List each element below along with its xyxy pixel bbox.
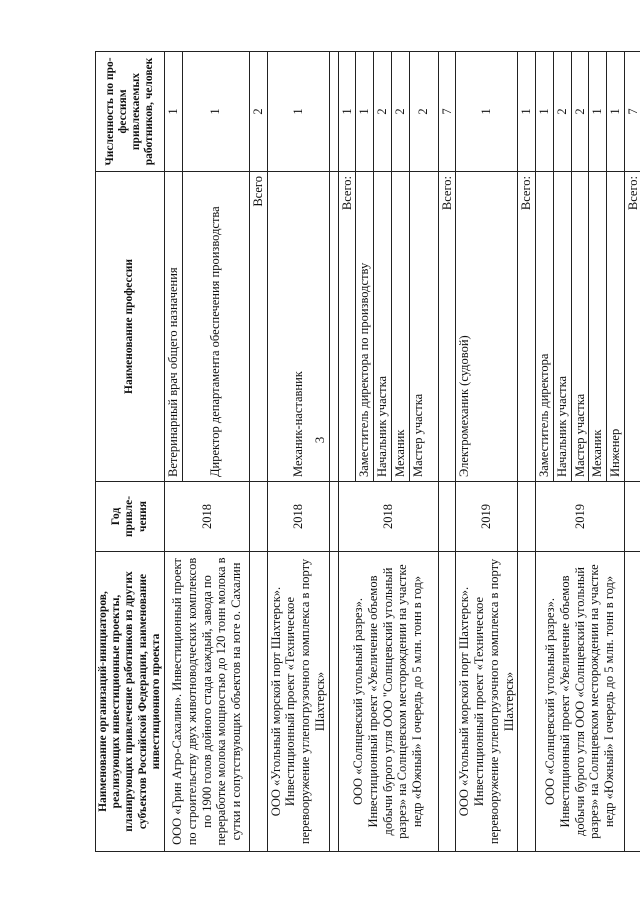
profession-cell: Директор департамента обеспечения производства bbox=[182, 172, 249, 482]
total-label: Всего: bbox=[438, 172, 456, 482]
header-profession: Наименование профессии bbox=[96, 172, 165, 482]
organization-cell: ООО «Солнцевский угольный разрез». Инвестиционный проект «Увеличение объемов добычи бурого угля ООО «Солнцевский угольный разрез» на Солнцевском месторождении на участке недр «Южный» I очередь до 5 млн. тонн в год» bbox=[536, 552, 625, 852]
workers-table bbox=[95, 51, 640, 852]
profession-cell: Инженер bbox=[607, 172, 625, 482]
total-row bbox=[338, 52, 356, 852]
total-label: Всего: bbox=[624, 172, 640, 482]
spacer-row bbox=[329, 52, 338, 852]
organization-cell: ООО «Солнцевский угольный разрез». Инвестиционный проект «Увеличение объемов добычи бурого угля ООО "Солнцевский угольный разрез» на Солнцевском месторождении на участке недр «Южный» I очередь до 5 млн. тонн в год» bbox=[338, 552, 438, 852]
total-value: 1 bbox=[518, 52, 536, 172]
count-cell: 1 bbox=[536, 52, 554, 172]
table-row bbox=[536, 52, 554, 852]
total-label: Всего: bbox=[338, 172, 356, 482]
table-header-row bbox=[96, 52, 165, 852]
profession-cell: Начальник участка bbox=[374, 172, 392, 482]
year-cell: 2018 bbox=[267, 482, 329, 552]
total-value: 1 bbox=[338, 52, 356, 172]
profession-cell: Заместитель директора по производству bbox=[356, 172, 374, 482]
count-cell: 1 bbox=[165, 52, 183, 172]
table-row bbox=[267, 52, 329, 852]
count-cell: 1 bbox=[267, 52, 329, 172]
profession-cell: Механик bbox=[391, 172, 409, 482]
profession-cell: Механик bbox=[589, 172, 607, 482]
total-row bbox=[438, 52, 456, 852]
total-value: 7 bbox=[438, 52, 456, 172]
table-row bbox=[456, 52, 518, 852]
total-row bbox=[249, 52, 267, 852]
organization-cell: ООО «Угольный морской порт Шахтерск». Инвестиционный проект «Техническое перевооружение углепогрузочного комплекса в порту Шахтерск» bbox=[267, 552, 329, 852]
count-cell: 2 bbox=[553, 52, 571, 172]
profession-cell: Ветеринарный врач общего назначения bbox=[165, 172, 183, 482]
profession-cell: Электромеханик (судовой) bbox=[456, 172, 518, 482]
header-organization: Наименование организаций-инициаторов, реализующих инвестиционные проекты, планирующих привлечение работников из других субъектов Российской Федерации, наименование инвестиционного проекта bbox=[96, 552, 165, 852]
organization-cell: ООО «Угольный морской порт Шахтерск». Инвестиционный проект «Техническое перевооружение углепогрузочного комплекса в порту Шахтерск» bbox=[456, 552, 518, 852]
total-row bbox=[518, 52, 536, 852]
count-cell: 1 bbox=[182, 52, 249, 172]
total-label: Всего: bbox=[518, 172, 536, 482]
profession-cell: Заместитель директора bbox=[536, 172, 554, 482]
count-cell: 1 bbox=[356, 52, 374, 172]
profession-cell: Мастер участка bbox=[409, 172, 438, 482]
total-value: 2 bbox=[249, 52, 267, 172]
count-cell: 2 bbox=[571, 52, 589, 172]
count-cell: 1 bbox=[456, 52, 518, 172]
profession-cell: Мастер участка bbox=[571, 172, 589, 482]
profession-cell: Начальник участка bbox=[553, 172, 571, 482]
total-label: Всего bbox=[249, 172, 267, 482]
count-cell: 2 bbox=[409, 52, 438, 172]
year-cell: 2019 bbox=[456, 482, 518, 552]
count-cell: 2 bbox=[374, 52, 392, 172]
header-year: Год привле-чения bbox=[96, 482, 165, 552]
year-cell: 2018 bbox=[165, 482, 250, 552]
year-cell: 2019 bbox=[536, 482, 625, 552]
rotated-document-area bbox=[95, 52, 640, 852]
page-number: 3 bbox=[312, 436, 327, 444]
count-cell: 1 bbox=[607, 52, 625, 172]
total-row bbox=[624, 52, 640, 852]
total-value: 7 bbox=[624, 52, 640, 172]
header-count: Численность по про-фессиям привлекаемых работников, человек bbox=[96, 52, 165, 172]
year-cell: 2018 bbox=[338, 482, 438, 552]
count-cell: 2 bbox=[391, 52, 409, 172]
count-cell: 1 bbox=[589, 52, 607, 172]
table-row bbox=[165, 52, 183, 852]
profession-cell: Механик-наставник bbox=[267, 172, 329, 482]
document-content bbox=[95, 52, 640, 852]
organization-cell: ООО «Грин Агро-Сахалин». Инвестиционный проект по строительству двух животноводческих комплексов по 1900 голов дойного стада каждый, завода по переработке молока мощностью до 120 тонн молока в сутки и сопутствующих объектов на юге о. Сахалин bbox=[165, 552, 250, 852]
